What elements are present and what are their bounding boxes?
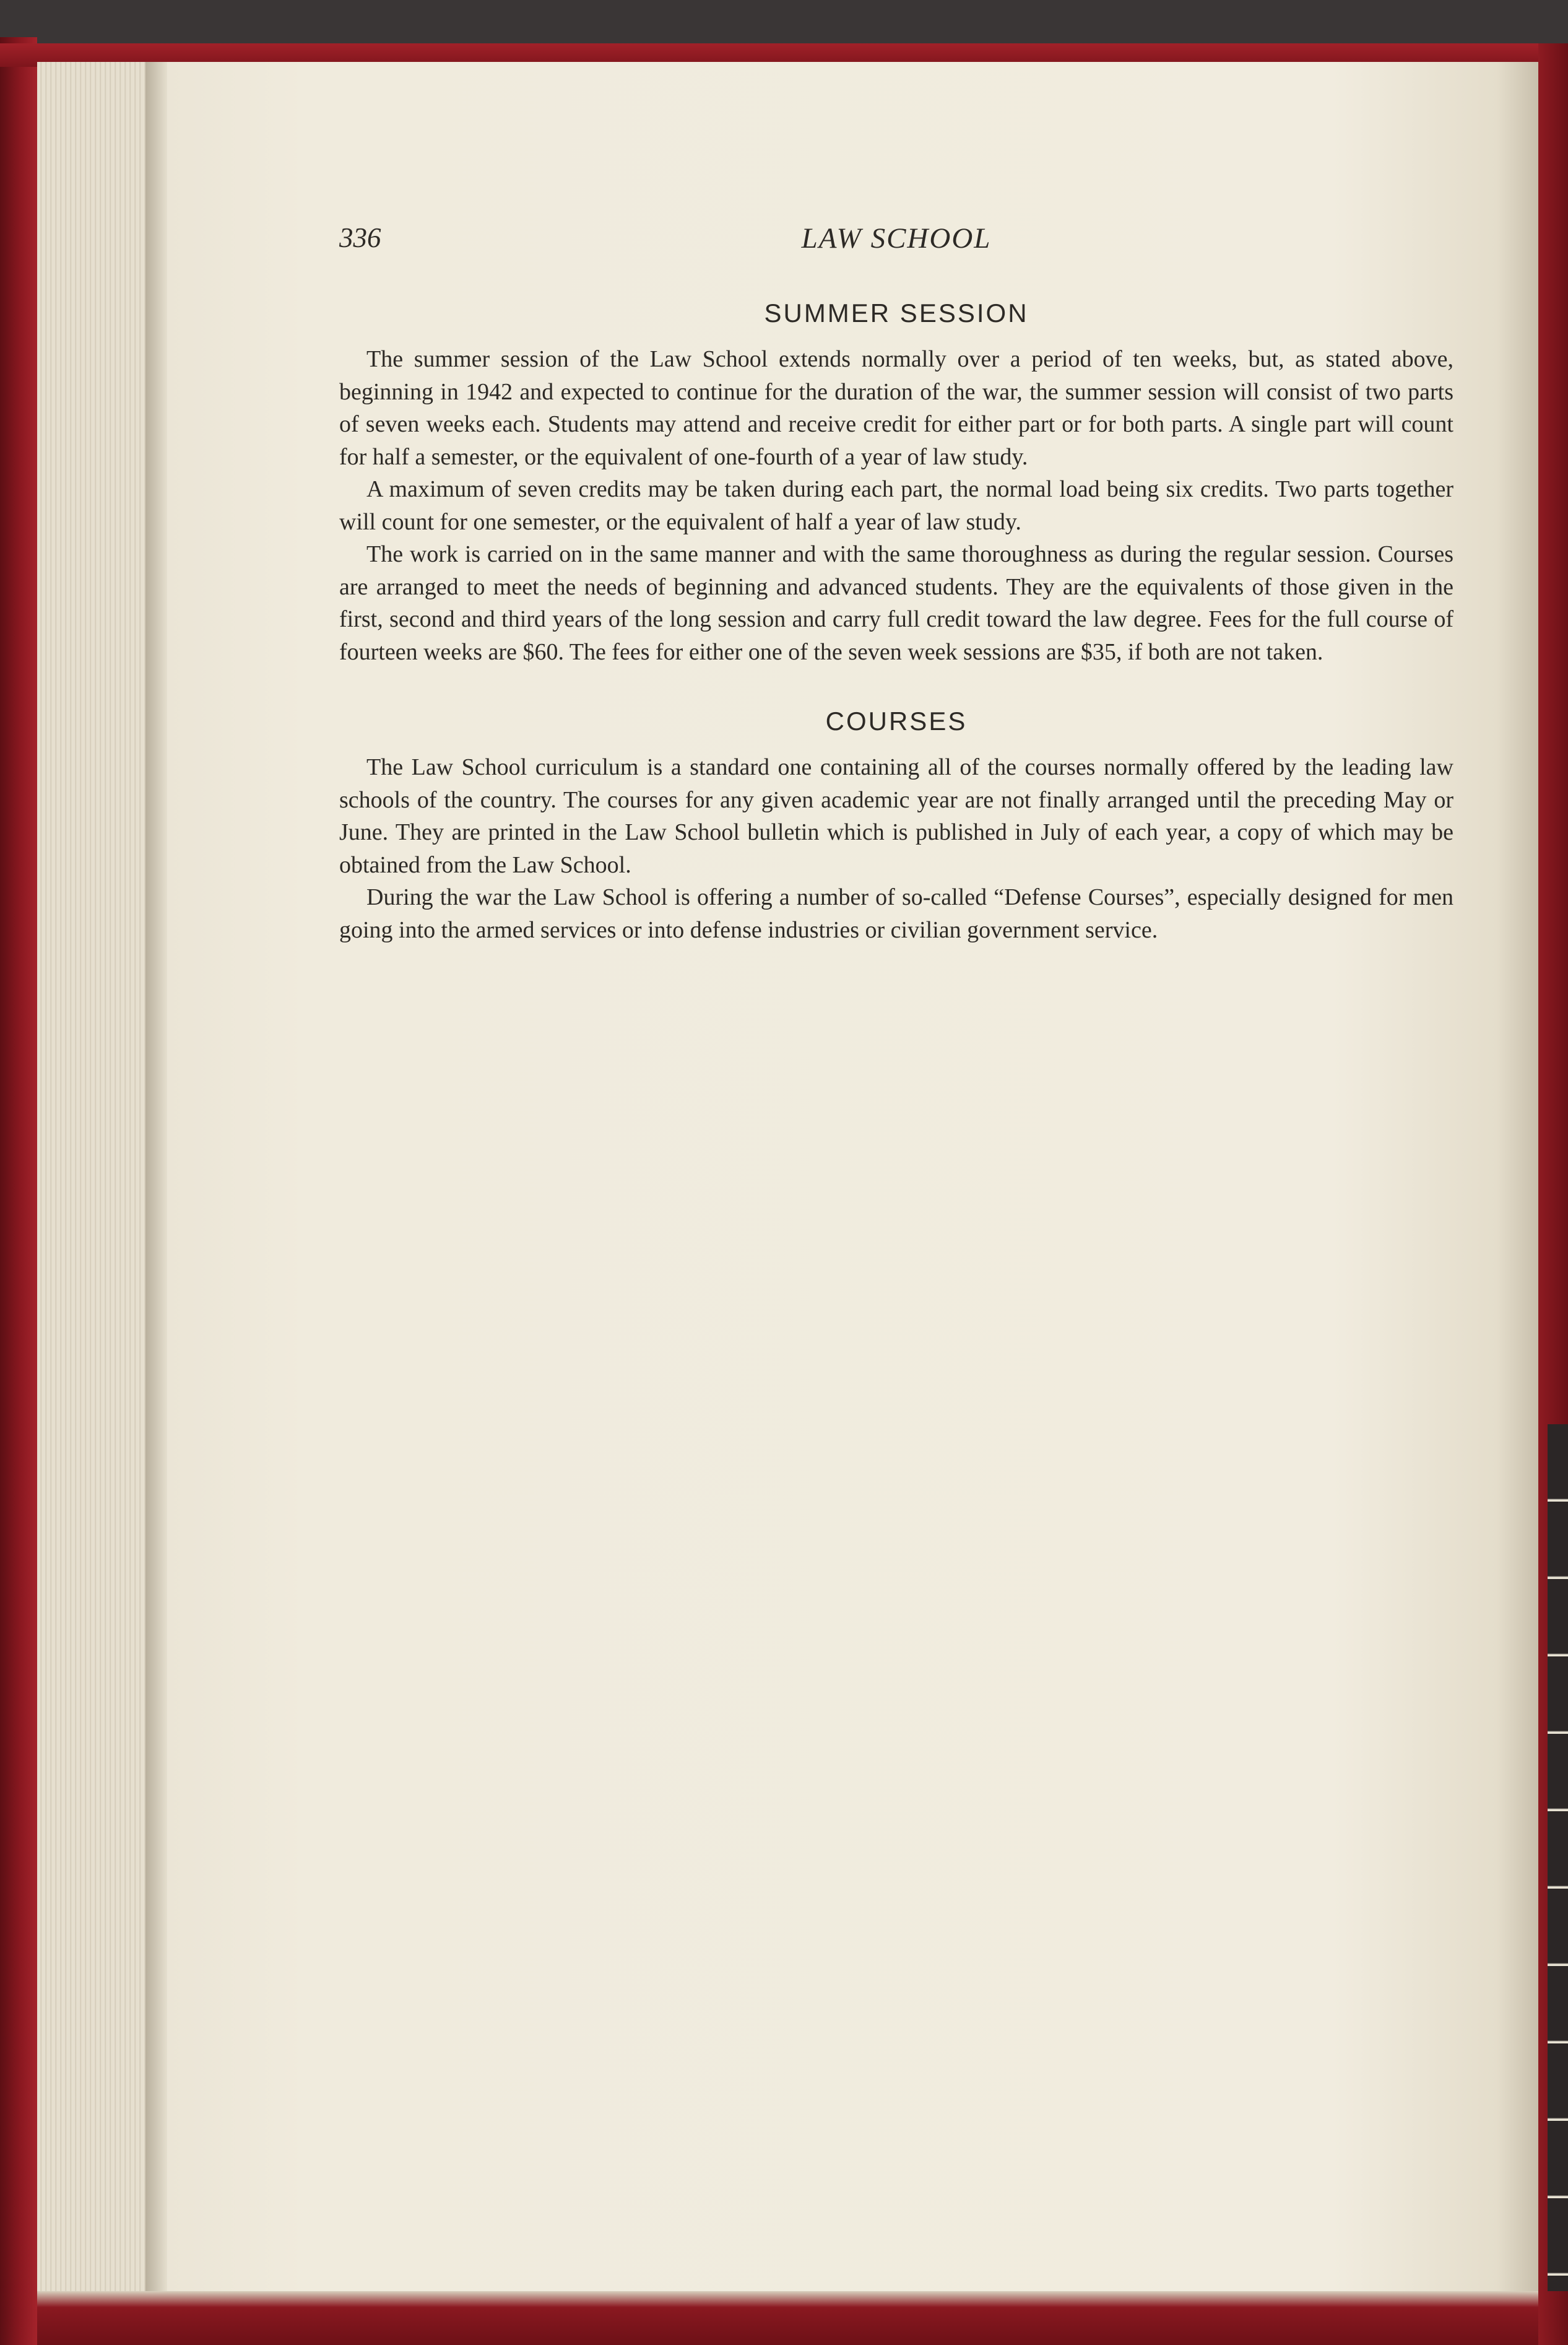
paragraph: The work is carried on in the same manner and with the same thoroughness as during the regular session. Courses are arranged to meet the needs of beginning and advanced students. They are the equivalents of those given in the first, second and third years of the long session and carry full credit toward the law degree. Fees for the full course of fourteen weeks are $60. The fees for either one of the seven week sessions are $35, if both are not taken. (339, 541, 1453, 665)
section-courses (339, 707, 1453, 946)
section-summer-session (339, 298, 1453, 668)
running-title: LAW SCHOOL (801, 222, 992, 255)
page-number: 336 (339, 222, 381, 253)
book-cover-left-edge (0, 37, 37, 2345)
page-content (339, 211, 1453, 946)
paragraph: The summer session of the Law School extends normally over a period of ten weeks, but, as stated above, beginning in 1942 and expected to continue for the duration of the war, the summer session will consist of two parts of seven weeks each. Students may attend and receive credit for either part or for both parts. A single part will count for half a semester, or the equivalent of one-fourth of a year of law study. (339, 346, 1453, 470)
paragraph: During the war the Law School is offering a number of so-called “Defense Courses”, especially designed for men going into the armed services or into defense industries or civilian government service. (339, 884, 1453, 943)
paragraph: The Law School curriculum is a standard one containing all of the courses normally offered by the leading law schools of the country. The courses for any given academic year are not finally arranged until the preceding May or June. They are printed in the Law School bulletin which is published in July of each year, a copy of which may be obtained from the Law School. (339, 754, 1453, 878)
facing-page-edge (1548, 1424, 1568, 2291)
gutter-shadow (145, 62, 170, 2291)
scan-background (0, 0, 1568, 50)
page-stack-edges (37, 62, 149, 2291)
section-heading: COURSES (825, 707, 968, 736)
section-heading: SUMMER SESSION (764, 298, 1029, 328)
paragraph: A maximum of seven credits may be taken during each part, the normal load being six credits. Two parts together will count for one semester, or the equivalent of half a year of law study. (339, 476, 1453, 535)
running-head (339, 211, 1453, 266)
book-cover-bottom-edge (37, 2291, 1538, 2345)
